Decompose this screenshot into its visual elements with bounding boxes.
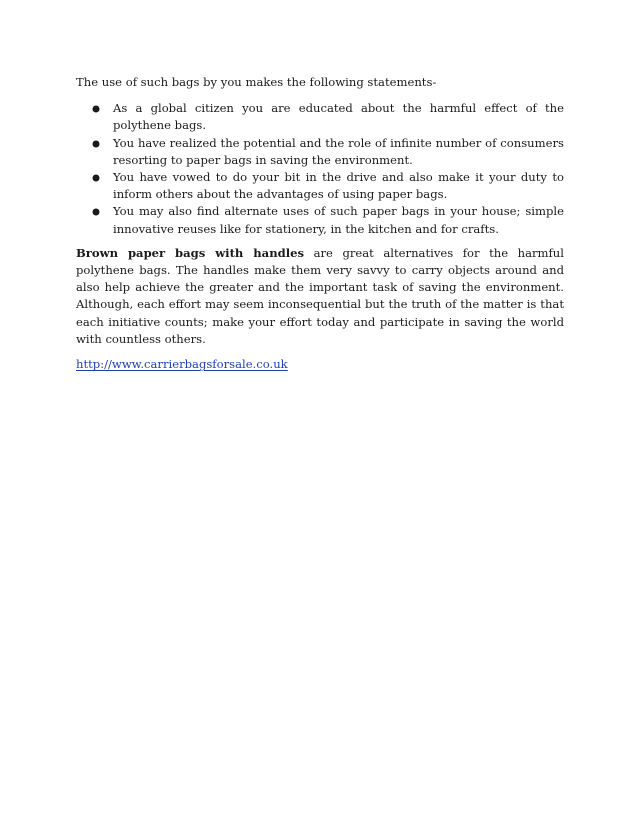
bullet-icon [93, 141, 99, 147]
body-paragraph [76, 245, 564, 348]
paragraph-bold-lead: Brown paper bags with handles [76, 245, 305, 260]
bullet-icon [93, 209, 99, 215]
document-body [76, 74, 564, 373]
bullet-list [76, 100, 564, 238]
paragraph-text: are great alternatives for the harmful polythene bags. The handles make them very savvy to carry objects around and also help achieve the greater and the important task of saving the environment. Although, each effort may seem inconsequential but the truth of the matter is that each initiative counts; make your effort today and participate in saving the world with countless others. [76, 245, 564, 346]
website-link[interactable]: http://www.carrierbagsforsale.co.uk [76, 357, 288, 372]
bullet-item [76, 169, 564, 203]
bullet-item [76, 100, 564, 134]
bullet-text: You have vowed to do your bit in the drive and also make it your duty to inform others about the advantages of using paper bags. [113, 170, 564, 202]
bullet-text: You have realized the potential and the role of infinite number of consumers resorting to paper bags in saving the environment. [113, 135, 564, 167]
bullet-item [76, 203, 564, 237]
bullet-icon [93, 106, 99, 112]
bullet-item [76, 135, 564, 169]
intro-text: The use of such bags by you makes the following statements- [76, 75, 437, 89]
bullet-text: You may also find alternate uses of such paper bags in your house; simple innovative reuses like for stationery, in the kitchen and for crafts. [113, 204, 564, 236]
bullet-icon [93, 175, 99, 181]
bullet-text: As a global citizen you are educated about the harmful effect of the polythene bags. [113, 101, 564, 133]
